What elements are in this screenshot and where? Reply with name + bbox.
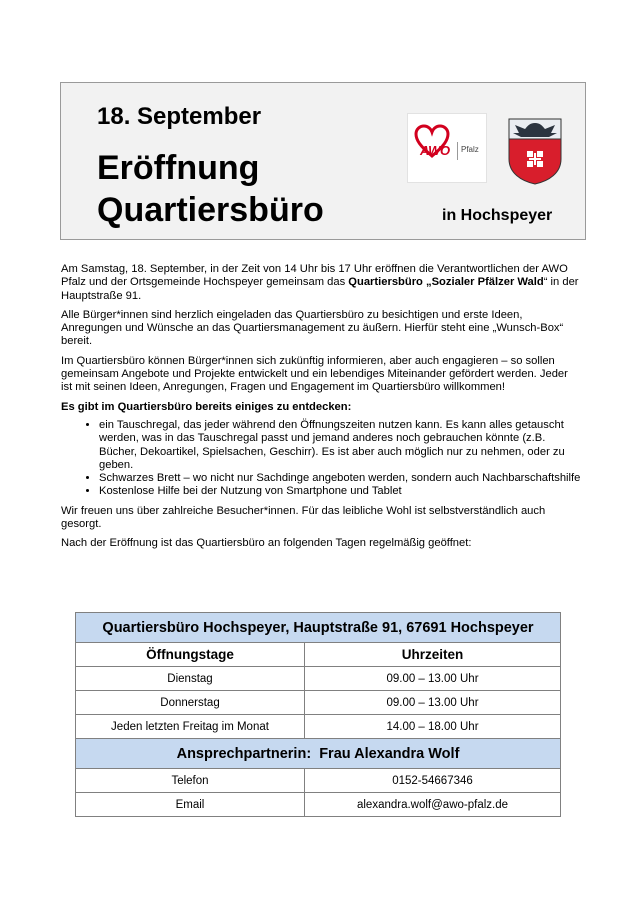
- hochspeyer-coat-of-arms-icon: [505, 115, 565, 185]
- intro-text-start: Am Samstag, 18. September, in der Zeit von 14 Uhr bis 17 Uhr eröffnen die Verantwortlichen der AWO Pfalz und der Ortsgemeinde Hochspeyer gemeinsam das: [61, 263, 568, 289]
- hours-day: Jeden letzten Freitag im Monat: [76, 715, 305, 739]
- intro-text-end: “ in der Hauptstraße 91.: [61, 276, 579, 302]
- office-name: Quartiersbüro „Sozialer Pfälzer Wald: [348, 276, 544, 289]
- address-row: [76, 613, 561, 643]
- table-row: [76, 793, 561, 817]
- header-box: [60, 82, 586, 240]
- table-row: [76, 715, 561, 739]
- hours-day: Donnerstag: [76, 691, 305, 715]
- address-heading: Quartiersbüro Hochspeyer, Hauptstraße 91, 67691 Hochspeyer: [76, 613, 561, 643]
- column-header-days: Öffnungstage: [76, 643, 305, 667]
- awo-logo-divider: [457, 142, 458, 160]
- list-item: • Schwarzes Brett – wo nicht nur Sachdinge angeboten werden, sondern auch Nachbarschaftshilfe: [99, 472, 581, 485]
- hours-time: 09.00 – 13.00 Uhr: [305, 667, 561, 691]
- info-table: [75, 612, 561, 817]
- list-item: • Kostenlose Hilfe bei der Nutzung von Smartphone und Tablet: [99, 485, 581, 498]
- event-date: 18. September: [97, 103, 262, 130]
- hours-time: 09.00 – 13.00 Uhr: [305, 691, 561, 715]
- intro-paragraph: [61, 263, 581, 303]
- awo-brand-text: AWO: [420, 143, 450, 158]
- welcome-paragraph: Wir freuen uns über zahlreiche Besucher*innen. Für das leibliche Wohl ist selbstverständlich auch gesorgt.: [61, 504, 546, 531]
- awo-region-text: Pfalz: [461, 145, 479, 154]
- body-text: [61, 263, 581, 557]
- contact-label: Telefon: [76, 769, 305, 793]
- contact-row: [76, 739, 561, 769]
- title-line-1: Eröffnung: [97, 149, 260, 187]
- engagement-paragraph: Im Quartiersbüro können Bürger*innen sich zukünftig informieren, aber auch engagieren – so sollen gemeinsam Angebote und Projekte entwickelt und ein lebendiges Miteinander gefördert werden. Jeder ist mit seinen Ideen, Anregungen, Fragen und Engagement im Quartiersbüro willkommen!: [61, 354, 568, 394]
- title-line-2: Quartiersbüro: [97, 191, 324, 229]
- hours-time: 14.00 – 18.00 Uhr: [305, 715, 561, 739]
- email-address: alexandra.wolf@awo-pfalz.de: [305, 793, 561, 817]
- event-location: in Hochspeyer: [442, 207, 553, 224]
- column-header-times: Uhrzeiten: [305, 643, 561, 667]
- features-heading: Es gibt im Quartiersbüro bereits einiges zu entdecken:: [61, 400, 352, 413]
- features-list: [61, 419, 581, 499]
- table-row: [76, 769, 561, 793]
- phone-number: 0152-54667346: [305, 769, 561, 793]
- contact-heading: Ansprechpartnerin: Frau Alexandra Wolf: [76, 739, 561, 769]
- opening-hours-intro: Nach der Eröffnung ist das Quartiersbüro an folgenden Tagen regelmäßig geöffnet:: [61, 537, 472, 550]
- hours-header-row: [76, 643, 561, 667]
- table-row: [76, 691, 561, 715]
- awo-logo: [407, 113, 487, 183]
- table-row: [76, 667, 561, 691]
- page-title: [97, 147, 324, 231]
- contact-label: Email: [76, 793, 305, 817]
- list-item: • ein Tauschregal, das jeder während den Öffnungszeiten nutzen kann. Es kann alles getauscht werden, was in das Tauschregal passt und jemand anderes noch gebrauchen könnte (z.B. Bücher, Dekoartikel, Spielsachen, Geschirr). Es ist aber auch möglich nur zu nehmen, oder zu geben.: [99, 419, 581, 472]
- invitation-paragraph: Alle Bürger*innen sind herzlich eingeladen das Quartiersbüro zu besichtigen und erste Ideen, Anregungen und Wünsche an das Quartiersmanagement zu äußern. Hierfür steht eine „Wunsch-Box“ bereit.: [61, 308, 564, 348]
- hours-day: Dienstag: [76, 667, 305, 691]
